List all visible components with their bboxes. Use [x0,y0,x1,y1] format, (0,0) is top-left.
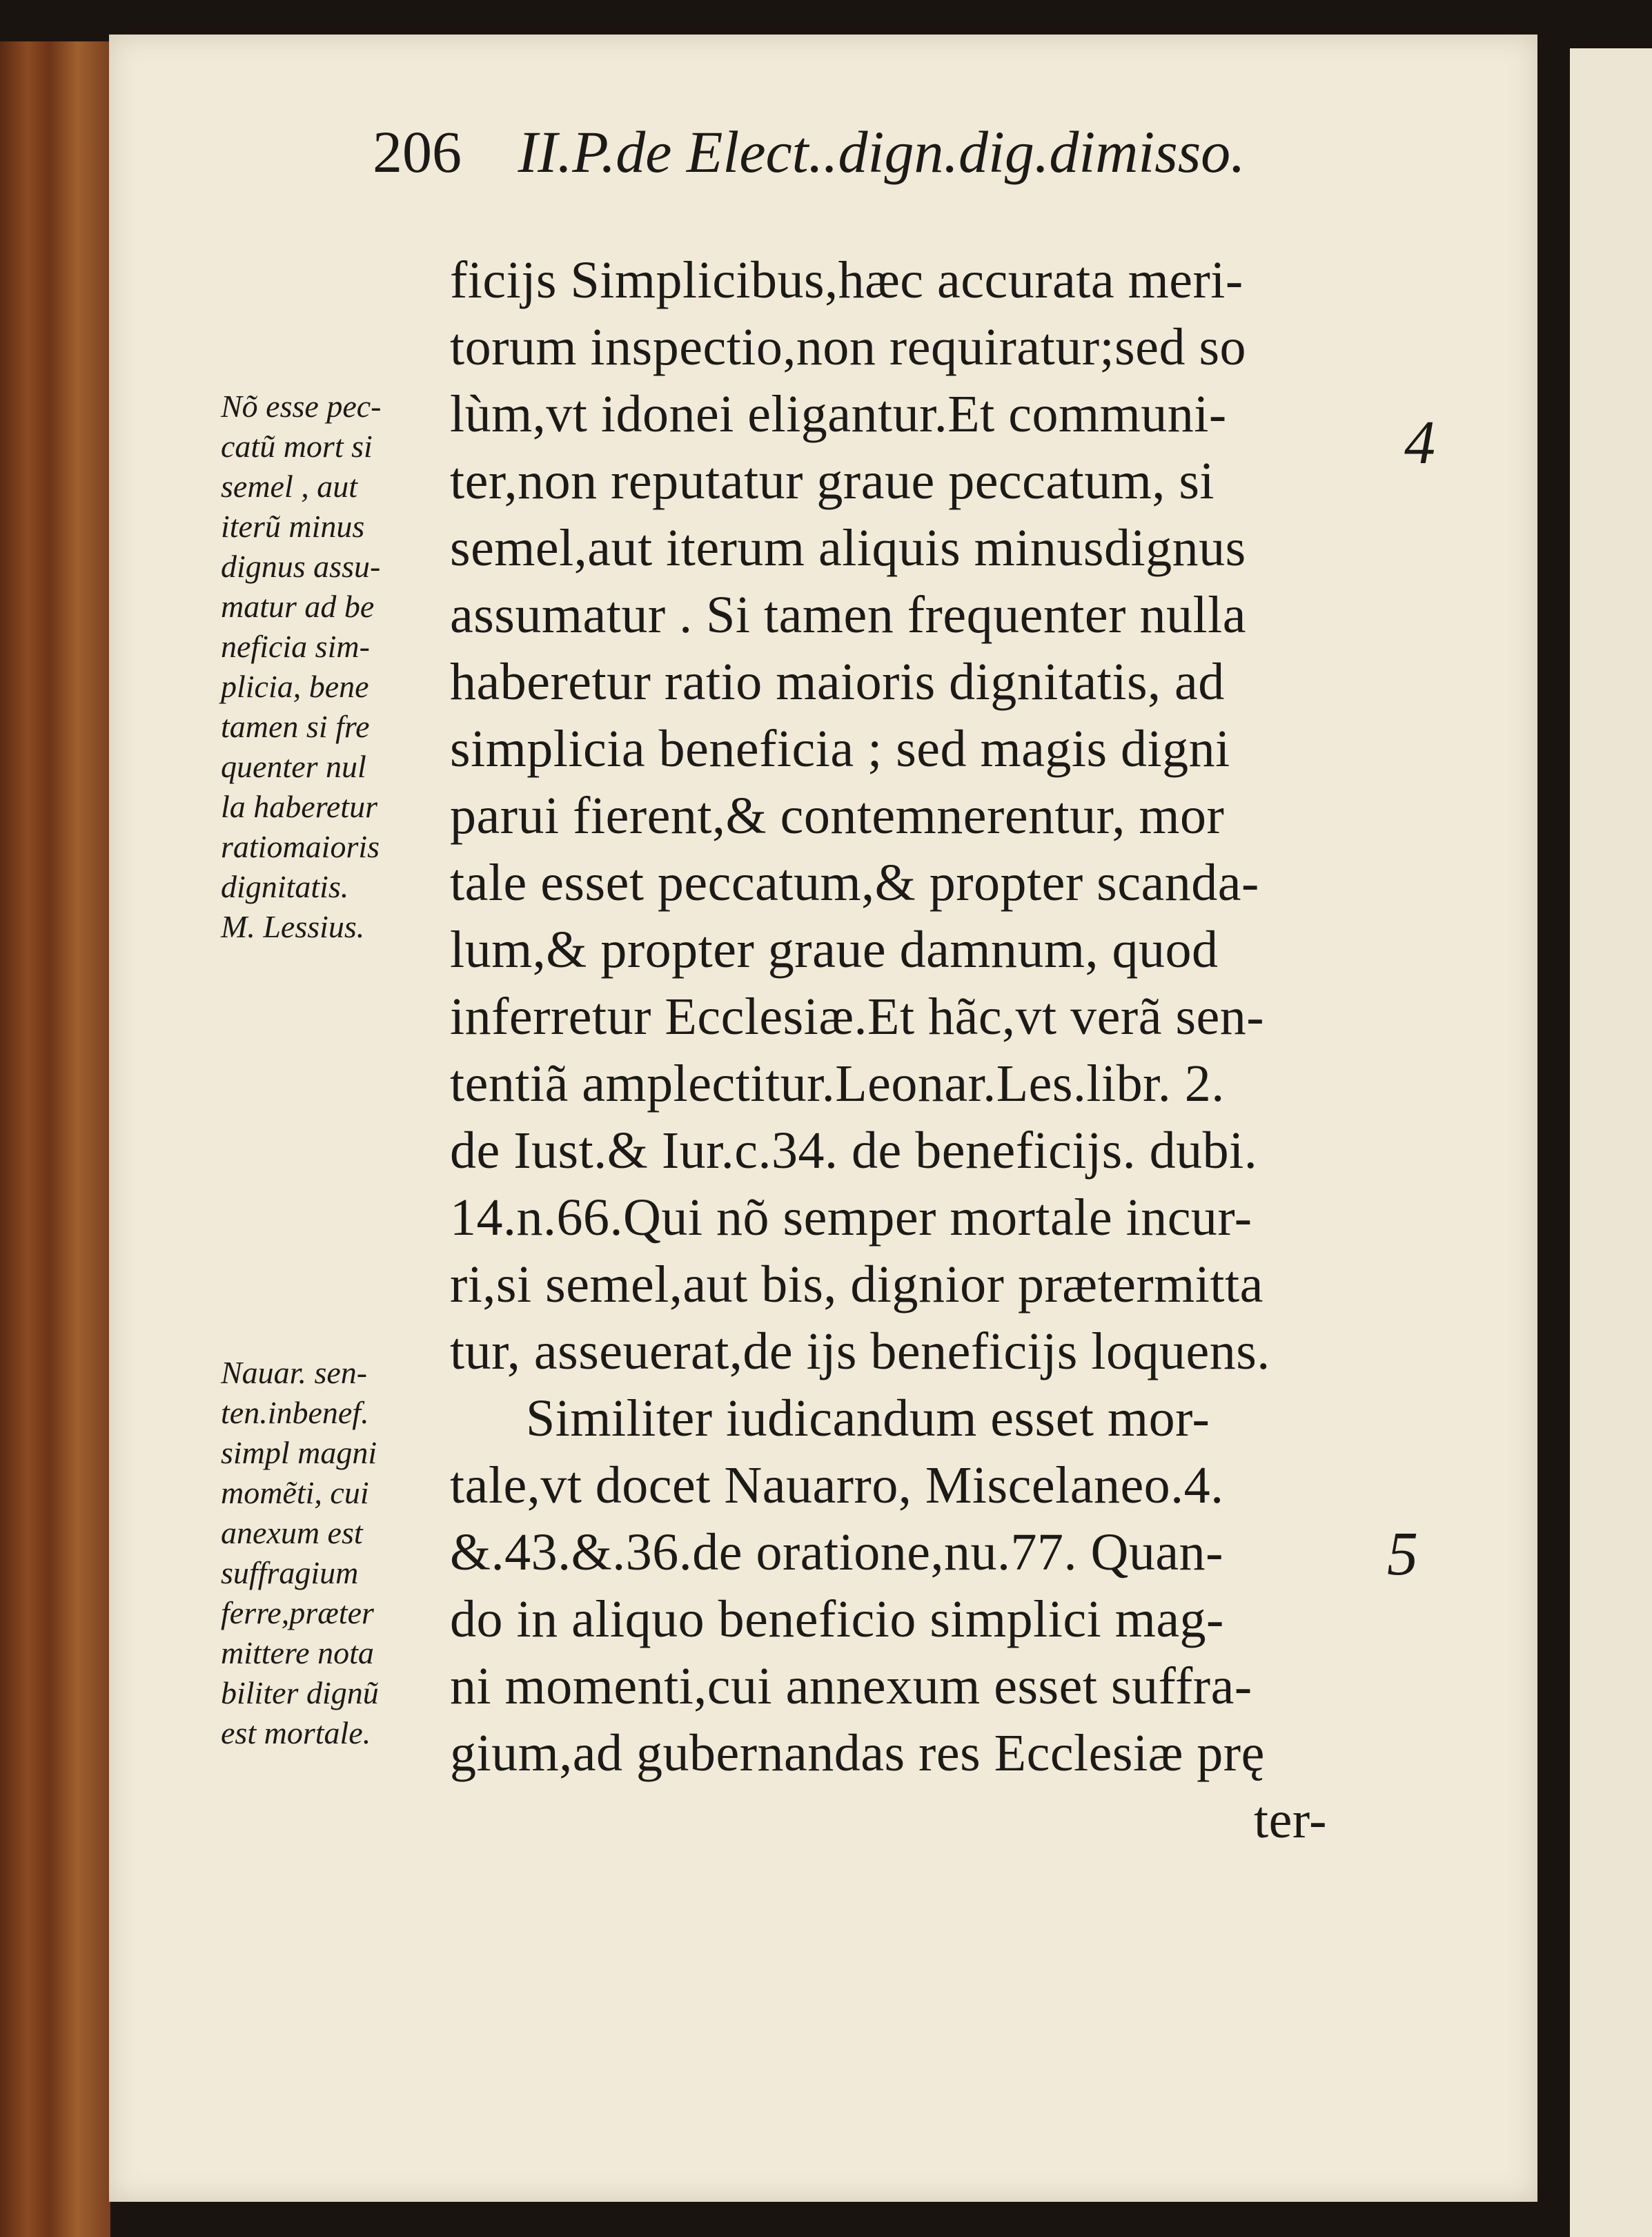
marginal-line: semel , aut [221,469,358,504]
marginal-line: matur ad be [221,589,375,624]
marginal-line: biliter dignũ [221,1675,379,1710]
marginal-line: dignus assu- [221,549,381,584]
marginal-line: la haberetur [221,789,377,824]
paragraph-number: 4 [1404,409,1435,477]
text-line: ni momenti,cui annexum esset suffra- [450,1657,1252,1715]
text-line: lùm,vt idonei eligantur.Et communi- [450,385,1227,443]
marginal-line: catũ mort si [221,429,373,464]
marginal-line: Nauar. sen- [221,1355,368,1390]
page-number: 206 [373,119,462,185]
marginal-line: suffragium [221,1555,359,1590]
text-line: tentiã amplectitur.Leonar.Les.libr. 2. [450,1055,1225,1113]
paragraph-number: 5 [1387,1520,1418,1588]
text-line: Similiter iudicandum esset mor- [526,1389,1210,1447]
marginal-line: ferre,præter [221,1595,374,1630]
running-head [373,117,1408,193]
marginal-line: Nõ esse pec- [221,389,382,424]
marginal-line: M. Lessius. [221,909,365,944]
text-line: haberetur ratio maioris dignitatis, ad [450,653,1225,711]
marginal-line: quenter nul [221,749,366,784]
text-line: simplicia beneficia ; sed magis digni [450,720,1230,778]
text-line: ter,non reputatur graue peccatum, si [450,452,1215,510]
text-line: tur, asseuerat,de ijs beneficijs loquens. [450,1322,1270,1380]
text-line: lum,& propter graue damnum, quod [450,921,1219,979]
marginal-line: tamen si fre [221,709,370,744]
text-line: tale esset peccatum,& propter scanda- [450,854,1259,912]
text-line: do in aliquo beneficio simplici mag- [450,1590,1224,1648]
marginal-line: iterũ minus [221,509,365,544]
text-line: de Iust.& Iur.c.34. de beneficijs. dubi. [450,1122,1258,1180]
marginal-line: est mortale. [221,1715,371,1750]
text-line: 14.n.66.Qui nõ semper mortale incur- [450,1189,1252,1247]
marginal-line: anexum est [221,1515,363,1550]
running-title: II.P.de Elect..dign.dig.dimisso. [518,119,1246,185]
marginal-note [221,1353,455,1753]
text-line: torum inspectio,non requiratur;sed so [450,318,1247,376]
marginal-line: dignitatis. [221,869,349,904]
text-line: &.43.&.36.de oratione,nu.77. Quan- [450,1523,1223,1581]
marginal-line: mittere nota [221,1635,374,1670]
text-line: gium,ad gubernandas res Ecclesiæ prę [450,1724,1265,1782]
text-line: parui fierent,& contemnerentur, mor [450,787,1225,845]
text-line: tale,vt docet Nauarro, Miscelaneo.4. [450,1456,1224,1514]
text-line: semel,aut iterum aliquis minusdignus [450,519,1246,577]
marginal-line: ten.inbenef. [221,1395,369,1430]
marginal-line: plicia, bene [221,669,369,704]
marginal-line: simpl magni [221,1435,377,1470]
text-line: inferretur Ecclesiæ.Et hãc,vt verã sen- [450,988,1265,1046]
facing-page-edge [1570,48,1652,2237]
book-fore-edge [0,41,110,2237]
marginal-line: neficia sim- [221,629,370,664]
text-line: ficijs Simplicibus,hæc accurata meri- [450,251,1243,309]
text-line: assumatur . Si tamen frequenter nulla [450,586,1246,644]
marginal-line: momẽti, cui [221,1475,369,1510]
catchword: ter- [1254,1791,1327,1849]
marginal-note [221,387,455,947]
marginal-line: ratiomaioris [221,829,380,864]
text-line: ri,si semel,aut bis, dignior prætermitta [450,1256,1263,1313]
